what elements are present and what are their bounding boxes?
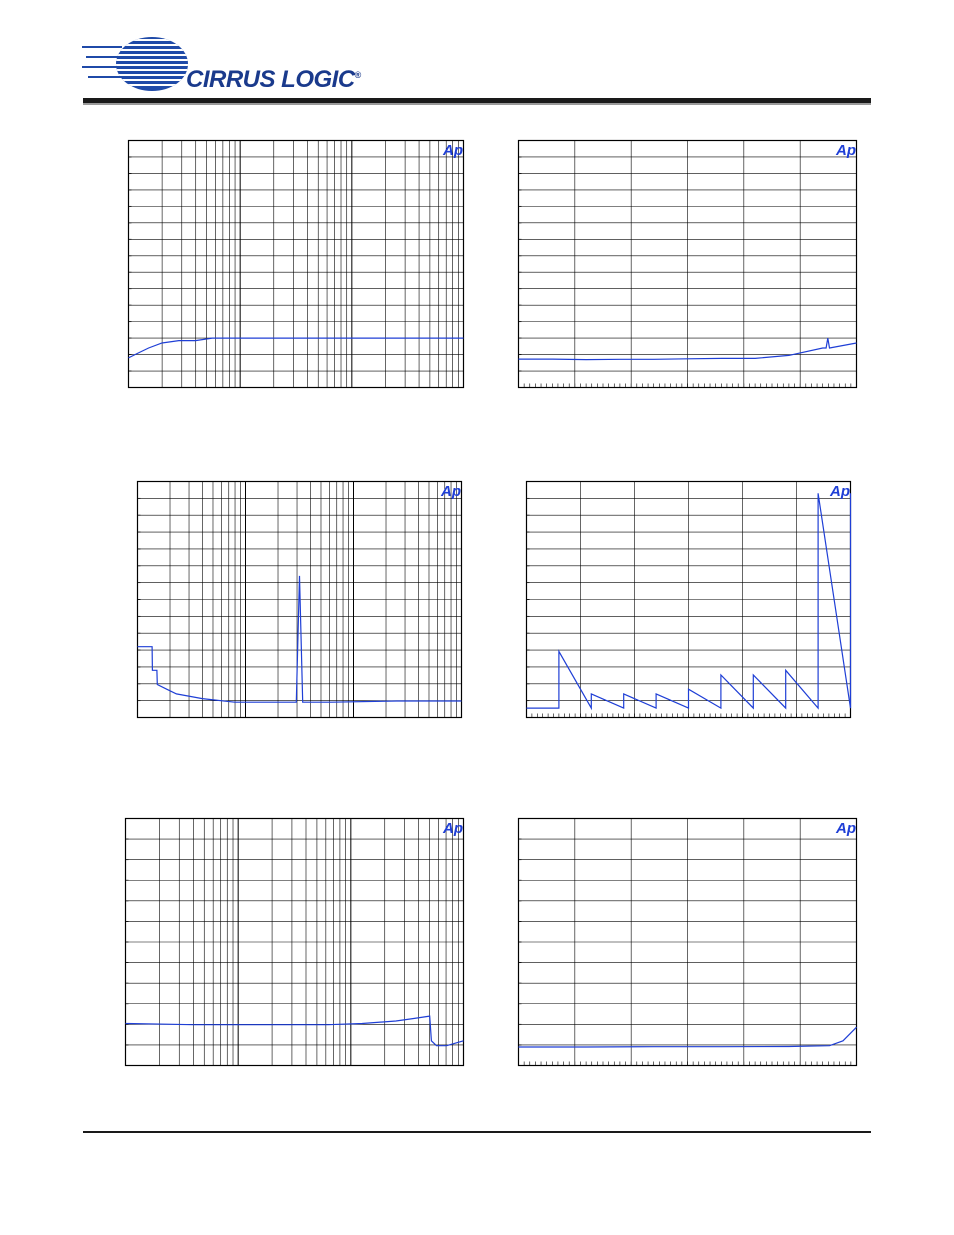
ap-watermark: Ap [443, 142, 463, 159]
series-1-line [129, 338, 464, 358]
chart-2-plot [517, 139, 858, 389]
ap-watermark: Ap [441, 483, 461, 500]
registered-mark: ® [354, 70, 361, 80]
chart-4 [525, 480, 852, 719]
chart-2 [517, 139, 858, 389]
brand-name: CIRRUS LOGIC® [186, 66, 361, 93]
ap-watermark: Ap [443, 820, 463, 837]
chart-4-plot [525, 480, 852, 719]
plot-frame [129, 141, 464, 388]
ap-watermark: Ap [836, 820, 856, 837]
ap-watermark: Ap [836, 142, 856, 159]
chart-3-plot [136, 480, 463, 719]
series-1-line [138, 576, 462, 702]
series-1-line [126, 1016, 464, 1046]
chart-5 [124, 817, 465, 1067]
chart-3 [136, 480, 463, 719]
ap-watermark: Ap [830, 483, 850, 500]
chart-5-plot [124, 817, 465, 1067]
chart-6-plot [517, 817, 858, 1067]
header-rule [83, 98, 871, 103]
chart-6 [517, 817, 858, 1067]
logo-swirl-icon [82, 34, 202, 100]
footer-rule [83, 1131, 871, 1133]
chart-1-plot [127, 139, 465, 389]
chart-1 [127, 139, 465, 389]
cirrus-logic-logo [82, 34, 372, 100]
